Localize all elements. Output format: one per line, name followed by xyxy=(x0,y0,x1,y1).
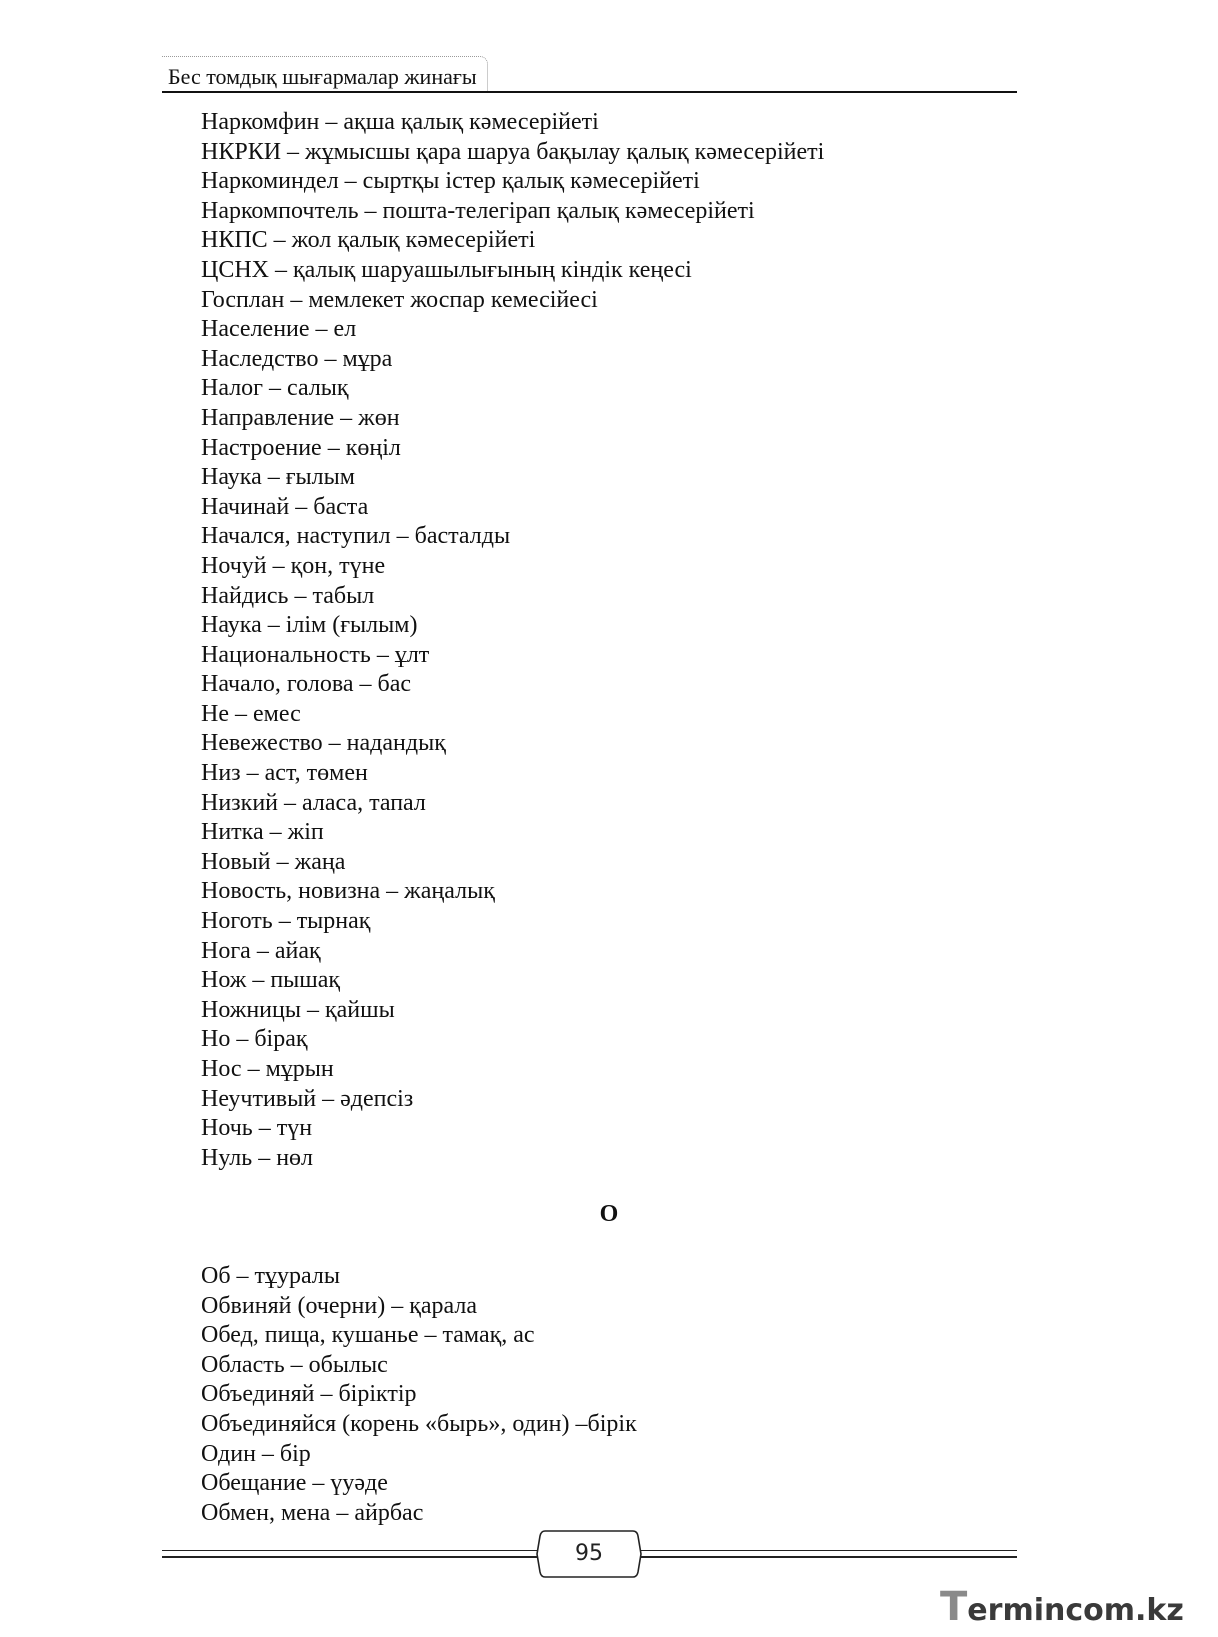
running-header xyxy=(162,56,488,92)
watermark-text: ermincom.kz xyxy=(967,1593,1184,1628)
dictionary-entry: Население – ел xyxy=(201,316,357,343)
site-watermark xyxy=(940,1584,1184,1630)
footer-rule-right-bottom xyxy=(638,1556,1017,1558)
dictionary-entry: Объединяй – біріктір xyxy=(201,1381,417,1408)
dictionary-entry: Наркоминдел – сыртқы істер қалық кәмесерійеті xyxy=(201,168,700,195)
watermark-initial: T xyxy=(940,1584,968,1630)
dictionary-entry: НКРКИ – жұмысшы қара шаруа бақылау қалық кәмесерійеті xyxy=(201,138,825,165)
dictionary-entry: Настроение – көңіл xyxy=(201,434,401,461)
dictionary-entry: Ноготь – тырнақ xyxy=(201,908,371,935)
footer-rule-left-bottom xyxy=(162,1556,540,1558)
page-number: 95 xyxy=(575,1541,603,1566)
dictionary-entry: Наркомфин – ақша қалық кәмесерійеті xyxy=(201,109,599,135)
section-letter: О xyxy=(599,1201,619,1227)
dictionary-entry: Нос – мұрын xyxy=(201,1056,334,1082)
header-rule xyxy=(162,91,1017,93)
dictionary-entry: Госплан – мемлекет жоспар кемесійесі xyxy=(201,286,598,313)
dictionary-entry: Не – емес xyxy=(201,700,301,727)
dictionary-entry: Низкий – аласа, тапал xyxy=(201,789,426,816)
dictionary-entry: Нитка – жіп xyxy=(201,819,324,846)
dictionary-entry: Обвиняй (очерни) – қарала xyxy=(201,1292,478,1319)
book-title: Бес томдық шығармалар жинағы xyxy=(168,64,477,89)
dictionary-entry: Наркомпочтель – пошта-телегірап қалық кәмесерійеті xyxy=(201,197,755,224)
dictionary-entry: Ножницы – қайшы xyxy=(201,996,395,1023)
dictionary-entry: Обмен, мена – айрбас xyxy=(201,1499,424,1526)
footer-rule-right-top xyxy=(638,1550,1017,1551)
dictionary-entry: Один – бір xyxy=(201,1440,311,1467)
entry-list-n xyxy=(201,108,1001,1173)
dictionary-entry: Нож – пышақ xyxy=(201,967,341,994)
dictionary-entry: ЦСНХ – қалық шаруашылығының кіндік кеңесі xyxy=(201,256,692,283)
dictionary-entry: Об – тұуралы xyxy=(201,1263,340,1289)
dictionary-entry: Новость, новизна – жаңалық xyxy=(201,878,495,905)
dictionary-entry: Начинай – баста xyxy=(201,493,369,520)
dictionary-entry: Наука – ғылым xyxy=(201,464,355,491)
dictionary-entry: Область – обылыс xyxy=(201,1351,388,1378)
dictionary-entry: Направление – жөн xyxy=(201,404,400,431)
dictionary-entry: Невежество – надандық xyxy=(201,730,446,757)
dictionary-entry: НКПС – жол қалық кәмесерійеті xyxy=(201,227,536,254)
dictionary-entry: Налог – салық xyxy=(201,375,349,402)
dictionary-entry: Обед, пища, кушанье – тамақ, ас xyxy=(201,1322,535,1349)
dictionary-entry: Национальность – ұлт xyxy=(201,641,430,668)
dictionary-entry: Наука – ілім (ғылым) xyxy=(201,612,418,639)
dictionary-entry: Наследство – мұра xyxy=(201,345,393,372)
dictionary-entry: Ночь – түн xyxy=(201,1115,313,1142)
dictionary-entry: Объединяйся (корень «быpь», один) –бірік xyxy=(201,1410,637,1437)
dictionary-entry: Найдись – табыл xyxy=(201,582,375,609)
dictionary-entry: Начался, наступил – басталды xyxy=(201,523,511,550)
footer-rule-left-top xyxy=(162,1550,540,1551)
dictionary-entry: Обещание – үуәде xyxy=(201,1470,388,1497)
dictionary-entry: Новый – жаңа xyxy=(201,848,346,875)
dictionary-entry: Ночуй – қон, түне xyxy=(201,552,386,579)
dictionary-entry: Но – бірақ xyxy=(201,1026,308,1053)
dictionary-entry: Неучтивый – әдепсіз xyxy=(201,1085,414,1112)
entry-list-o xyxy=(201,1262,1001,1528)
dictionary-entry: Низ – аст, төмен xyxy=(201,760,368,787)
dictionary-entry: Начало, голова – бас xyxy=(201,671,412,698)
dictionary-entry: Нуль – нөл xyxy=(201,1144,314,1171)
dictionary-entry: Нога – айақ xyxy=(201,937,321,964)
